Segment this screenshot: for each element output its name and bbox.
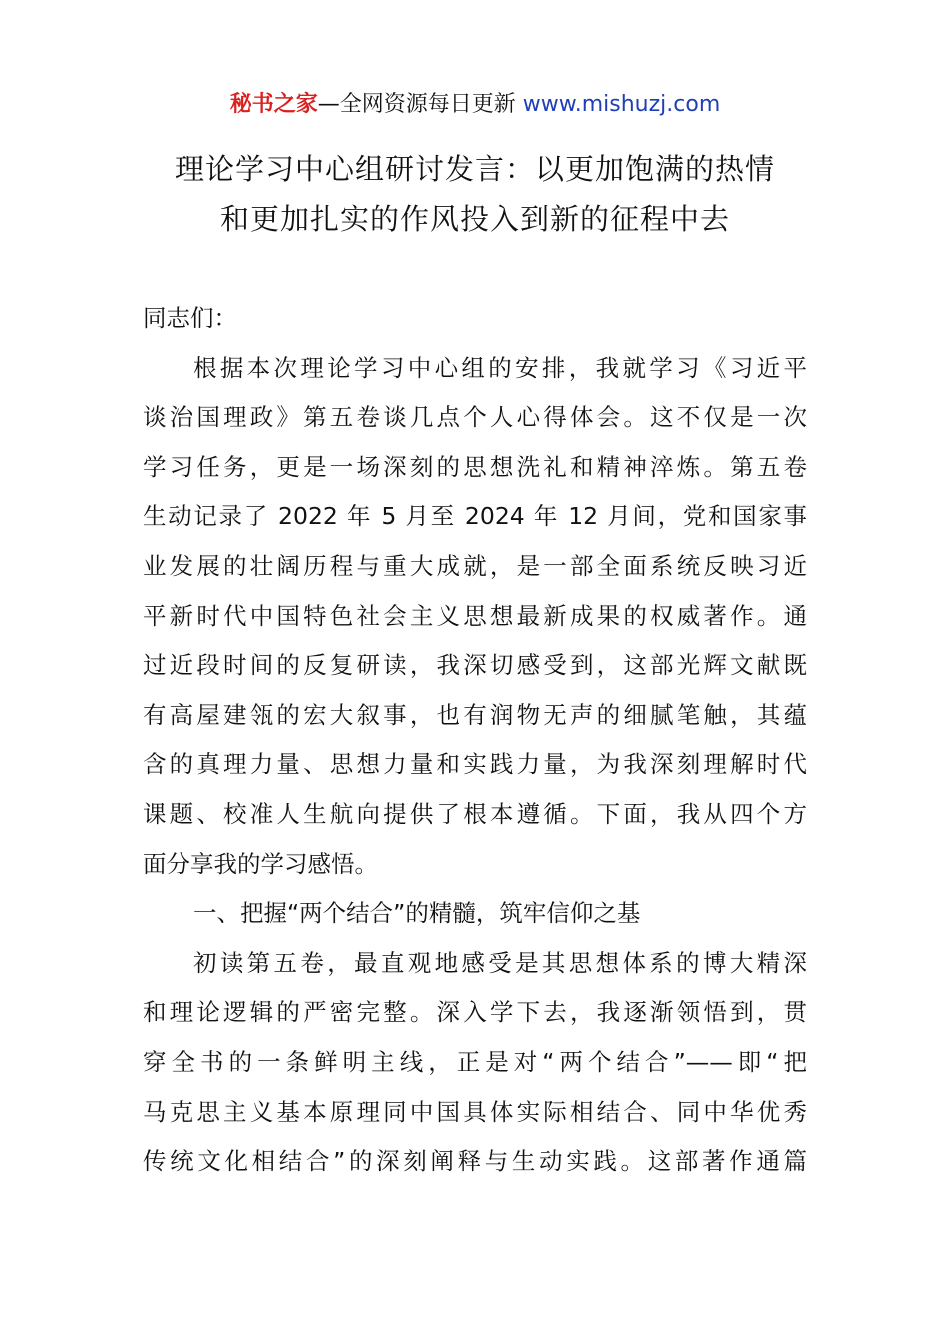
text-line: 初读第五卷，最直观地感受是其思想体系的博大精深 [193, 948, 807, 977]
text-line: 过近段时间的反复研读，我深切感受到，这部光辉文献既 [143, 651, 807, 680]
text-line: 课题、校准人生航向提供了根本遵循。下面，我从四个方 [143, 799, 807, 828]
site-url[interactable]: www.mishuzj.com [522, 92, 721, 117]
salutation: 同志们： [143, 304, 237, 332]
section-heading-1: 一、把握“两个结合”的精髓，筑牢信仰之基 [193, 899, 641, 928]
text-line: 马克思主义基本原理同中国具体实际相结合、同中华优秀 [143, 1097, 807, 1126]
site-header [0, 88, 950, 122]
paragraph-1 [143, 344, 807, 890]
text-line: 含的真理力量、思想力量和实践力量，为我深刻理解时代 [143, 750, 807, 779]
text-line: 有高屋建瓴的宏大叙事，也有润物无声的细腻笔触，其蕴 [143, 700, 807, 729]
text-line: 穿全书的一条鲜明主线，正是对“两个结合”——即“把 [143, 1047, 807, 1076]
text-line: 业发展的壮阔历程与重大成就，是一部全面系统反映习近 [143, 551, 807, 580]
brand-name: 秘书之家 [229, 92, 318, 117]
text-line: 面分享我的学习感悟。 [143, 849, 378, 878]
text-line: 谈治国理政》第五卷谈几点个人心得体会。这不仅是一次 [143, 403, 807, 432]
text-line: 平新时代中国特色社会主义思想最新成果的权威著作。通 [143, 601, 807, 630]
document-title [60, 144, 890, 244]
paragraph-2 [143, 939, 807, 1187]
title-line-2: 和更加扎实的作风投入到新的征程中去 [219, 202, 730, 236]
text-line: 生动记录了 2022 年 5 月至 2024 年 12 月间，党和国家事 [143, 502, 807, 531]
text-line: 传统文化相结合”的深刻阐释与生动实践。这部著作通篇 [143, 1147, 807, 1176]
text-line: 和理论逻辑的严密完整。深入学下去，我逐渐领悟到，贯 [143, 998, 807, 1027]
text-line: 根据本次理论学习中心组的安排，我就学习《习近平 [193, 353, 807, 382]
header-slogan: —全网资源每日更新 [317, 92, 516, 117]
document-body [143, 294, 807, 1187]
title-line-1: 理论学习中心组研讨发言：以更加饱满的热情 [174, 152, 775, 186]
text-line: 学习任务，更是一场深刻的思想洗礼和精神淬炼。第五卷 [143, 452, 807, 481]
